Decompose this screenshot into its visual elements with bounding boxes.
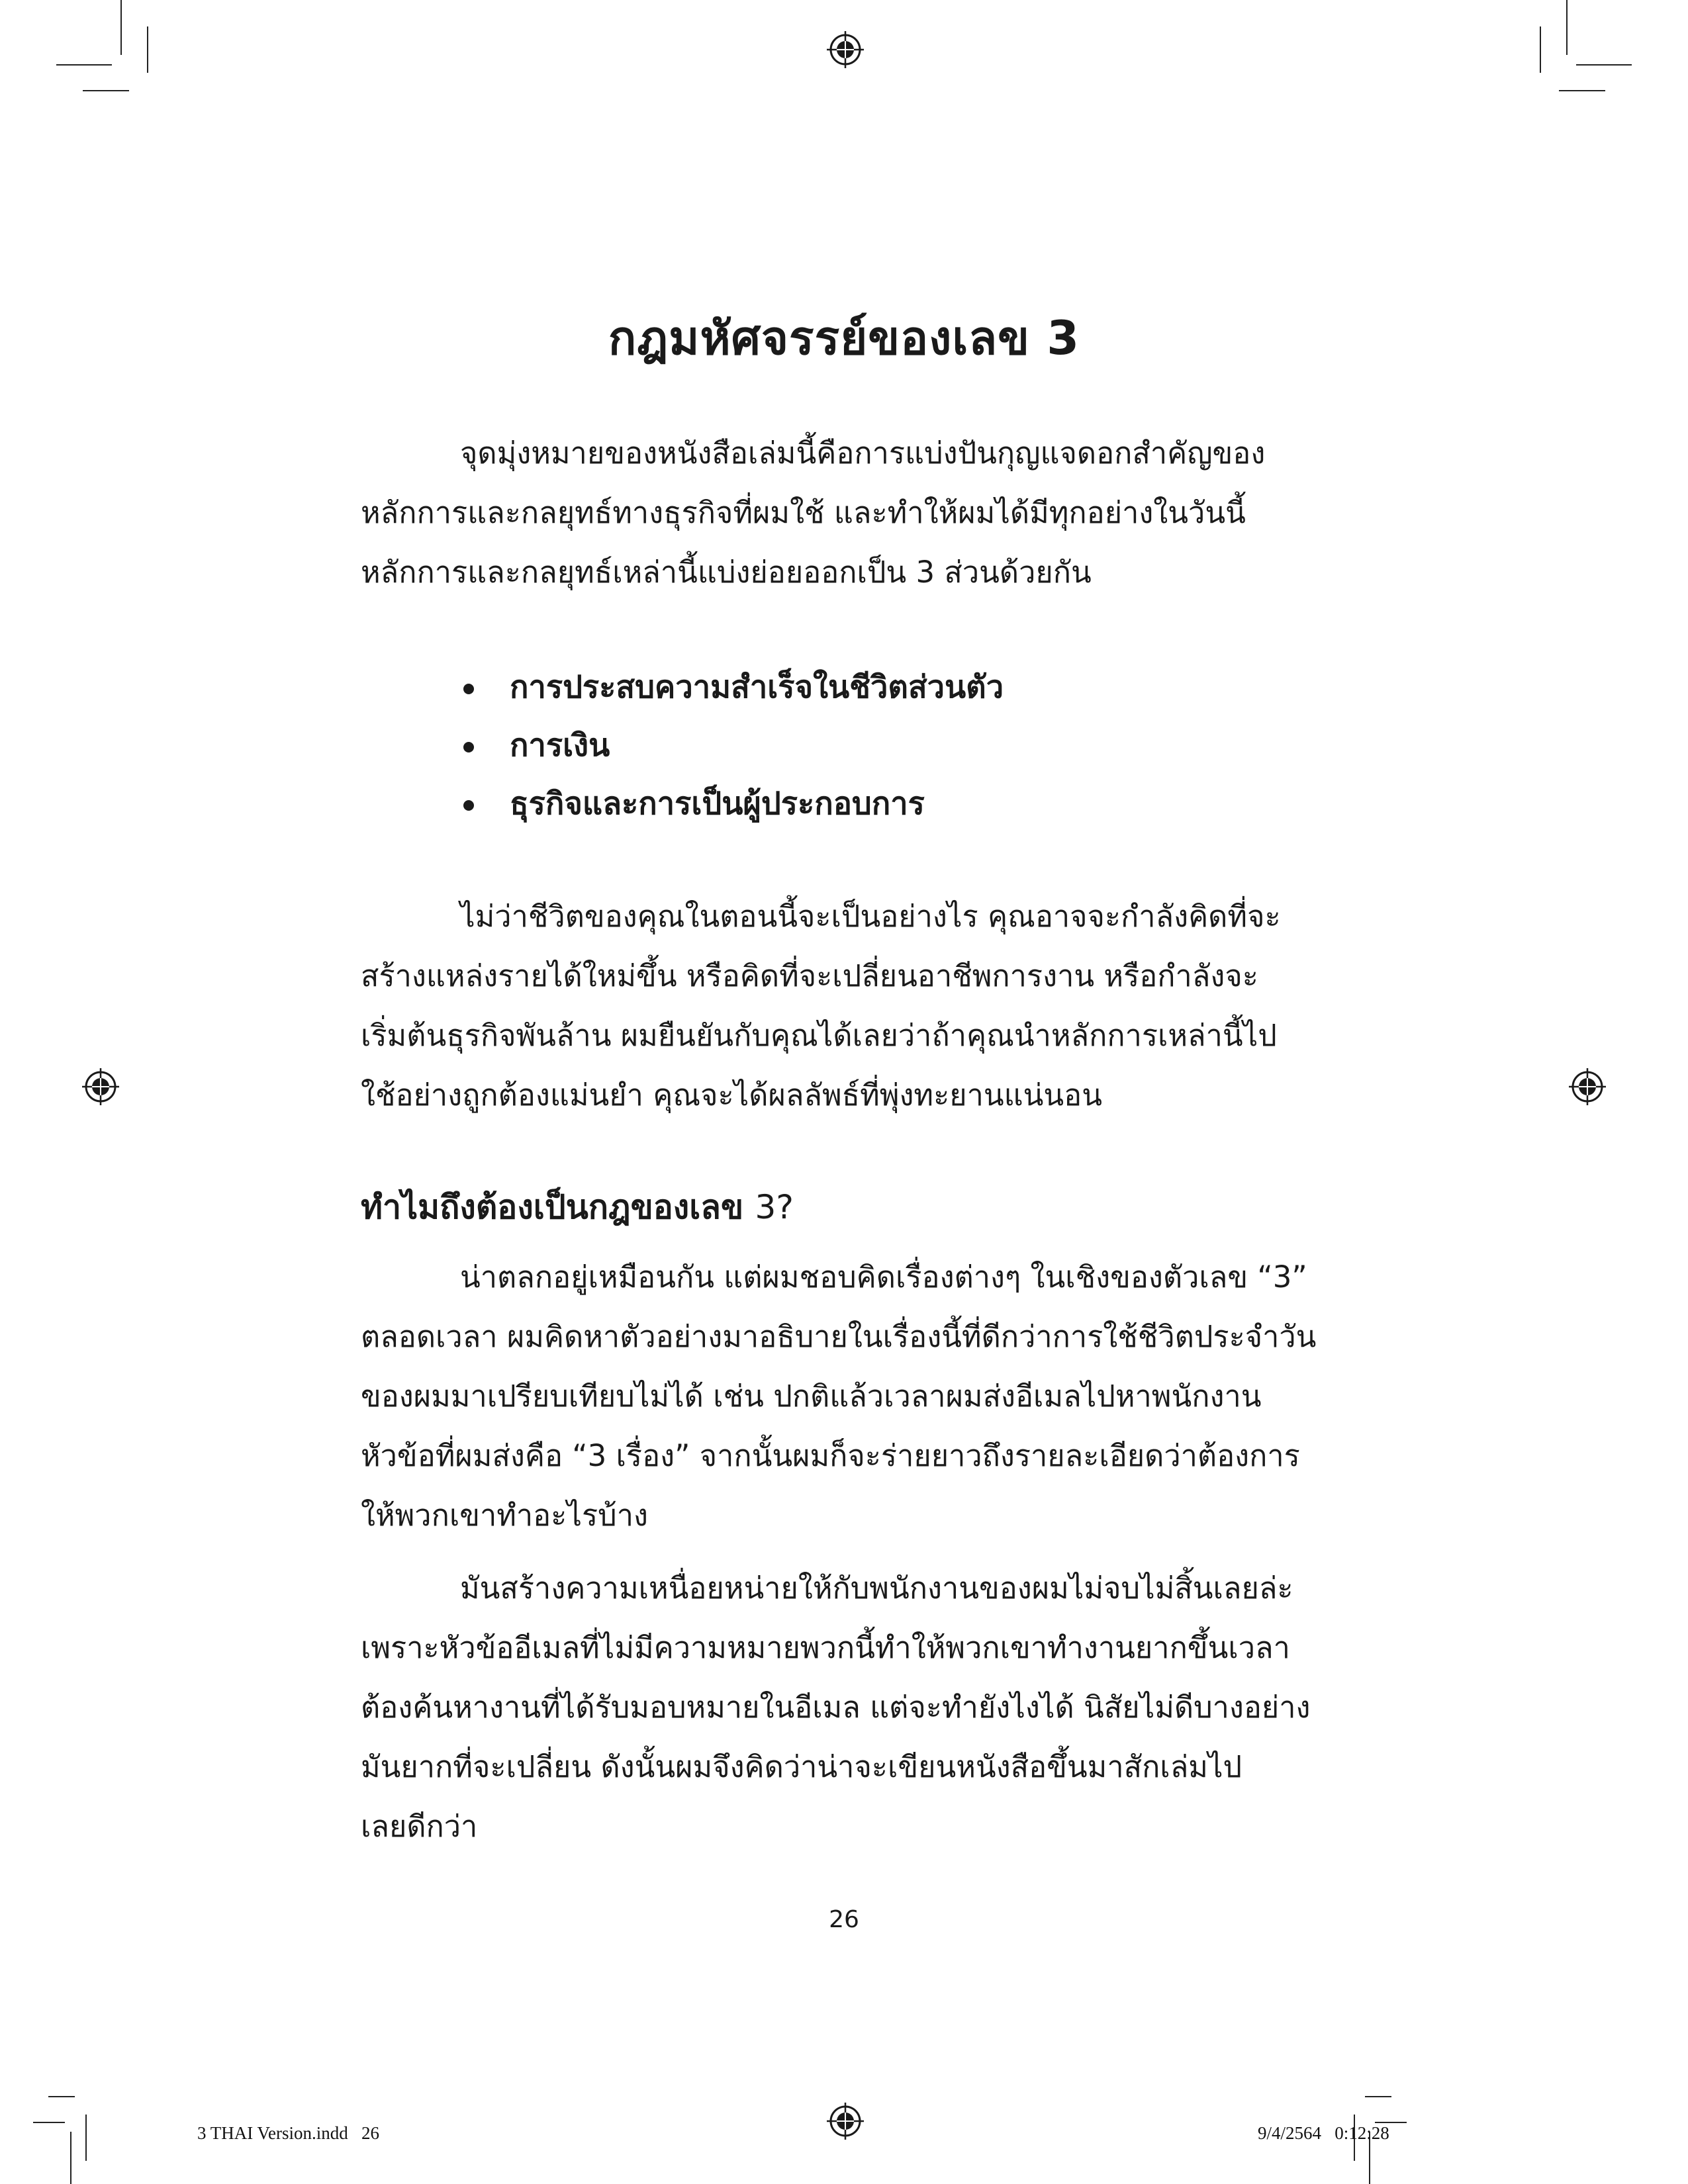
text-line: เริ่มต้นธุรกิจพันล้าน ผมยืนยันกับคุณได้เลยว่าถ้าคุณนำหลักการเหล่านี้ไป <box>361 1018 1277 1053</box>
crop-mark-icon <box>1566 0 1568 55</box>
bullet-icon <box>463 800 474 811</box>
page-number: 26 <box>829 1906 859 1933</box>
text-line: ของผมมาเปรียบเทียบไม่ได้ เช่น ปกติแล้วเวลาผมส่งอีเมลไปหาพนักงาน <box>361 1379 1262 1414</box>
section-paragraph <box>361 1559 1327 1856</box>
crop-mark-icon <box>83 90 129 91</box>
crop-mark-icon <box>120 0 122 55</box>
crop-mark-icon <box>70 2132 71 2184</box>
intro-paragraph <box>361 424 1327 602</box>
section-heading <box>361 1181 794 1234</box>
text-line: ให้พวกเขาทำอะไรบ้าง <box>361 1498 648 1533</box>
text-line: หลักการและกลยุทธ์เหล่านี้แบ่งย่อยออกเป็น 3 ส่วนด้วยกัน <box>361 555 1092 590</box>
crop-mark-icon <box>56 64 112 66</box>
list-item-label: การประสบความสำเร็จในชีวิตส่วนตัว <box>510 669 1004 705</box>
section-heading-text: ทำไมถึงต้องเป็นกฎของเลข <box>361 1188 755 1226</box>
bullet-list <box>463 659 1004 833</box>
print-slug-timestamp: 9/4/2564 0:12:28 <box>1258 2123 1389 2143</box>
text-line: เลยดีกว่า <box>361 1809 478 1844</box>
crop-mark-icon <box>48 2096 75 2097</box>
crop-mark-icon <box>1540 26 1541 73</box>
list-item-label: การเงิน <box>510 727 610 764</box>
list-item-label: ธุรกิจและการเป็นผู้ประกอบการ <box>510 786 925 822</box>
text-line: มันสร้างความเหนื่อยหน่ายให้กับพนักงานของผมไม่จบไม่สิ้นเลยล่ะ <box>460 1570 1293 1606</box>
registration-target-icon <box>827 31 864 68</box>
print-slug-filename: 3 THAI Version.indd 26 <box>197 2123 379 2143</box>
crop-mark-icon <box>1365 2096 1391 2097</box>
list-item <box>463 775 1004 833</box>
crop-mark-icon <box>147 26 148 73</box>
bullet-icon <box>463 742 474 752</box>
crop-mark-icon <box>1576 64 1632 66</box>
registration-target-icon <box>82 1068 119 1105</box>
text-line: น่าตลกอยู่เหมือนกัน แต่ผมชอบคิดเรื่องต่างๆ ในเชิงของตัวเลข “3” <box>460 1259 1307 1295</box>
text-line: หลักการและกลยุทธ์ทางธุรกิจที่ผมใช้ และทำให้ผมได้มีทุกอย่างในวันนี้ <box>361 495 1246 530</box>
section-heading-number: 3? <box>755 1188 794 1226</box>
text-line: หัวข้อที่ผมส่งคือ “3 เรื่อง” จากนั้นผมก็จะร่ายยาวถึงรายละเอียดว่าต้องการ <box>361 1438 1300 1473</box>
bullet-icon <box>463 684 474 694</box>
registration-target-icon <box>827 2103 864 2140</box>
section-paragraph <box>361 1248 1327 1545</box>
registration-target-icon <box>1569 1068 1606 1105</box>
text-line: ไม่ว่าชีวิตของคุณในตอนนี้จะเป็นอย่างไร คุณอาจจะกำลังคิดที่จะ <box>460 899 1281 934</box>
text-line: จุดมุ่งหมายของหนังสือเล่มนี้คือการแบ่งปันกุญแจดอกสำคัญของ <box>460 435 1266 471</box>
text-line: ต้องค้นหางานที่ได้รับมอบหมายในอีเมล แต่จะทำยังไงได้ นิสัยไม่ดีบางอย่าง <box>361 1690 1311 1725</box>
crop-mark-icon <box>33 2122 65 2123</box>
crop-mark-icon <box>85 2115 87 2161</box>
page-title: กฎมหัศจรรย์ของเลข 3 <box>608 311 1080 365</box>
text-line: มันยากที่จะเปลี่ยน ดังนั้นผมจึงคิดว่าน่าจะเขียนหนังสือขึ้นมาสักเล่มไป <box>361 1749 1243 1784</box>
text-line: ตลอดเวลา ผมคิดหาตัวอย่างมาอธิบายในเรื่องนี้ที่ดีกว่าการใช้ชีวิตประจำวัน <box>361 1319 1317 1354</box>
body-paragraph <box>361 887 1327 1125</box>
list-item <box>463 717 1004 775</box>
crop-mark-icon <box>1559 90 1605 91</box>
text-line: สร้างแหล่งรายได้ใหม่ขึ้น หรือคิดที่จะเปลี่ยนอาชีพการงาน หรือกำลังจะ <box>361 958 1258 993</box>
list-item <box>463 659 1004 717</box>
text-line: ใช้อย่างถูกต้องแม่นยำ คุณจะได้ผลลัพธ์ที่พุ่งทะยานแน่นอน <box>361 1077 1102 1113</box>
text-line: เพราะหัวข้ออีเมลที่ไม่มีความหมายพวกนี้ทำให้พวกเขาทำงานยากขึ้นเวลา <box>361 1630 1290 1665</box>
